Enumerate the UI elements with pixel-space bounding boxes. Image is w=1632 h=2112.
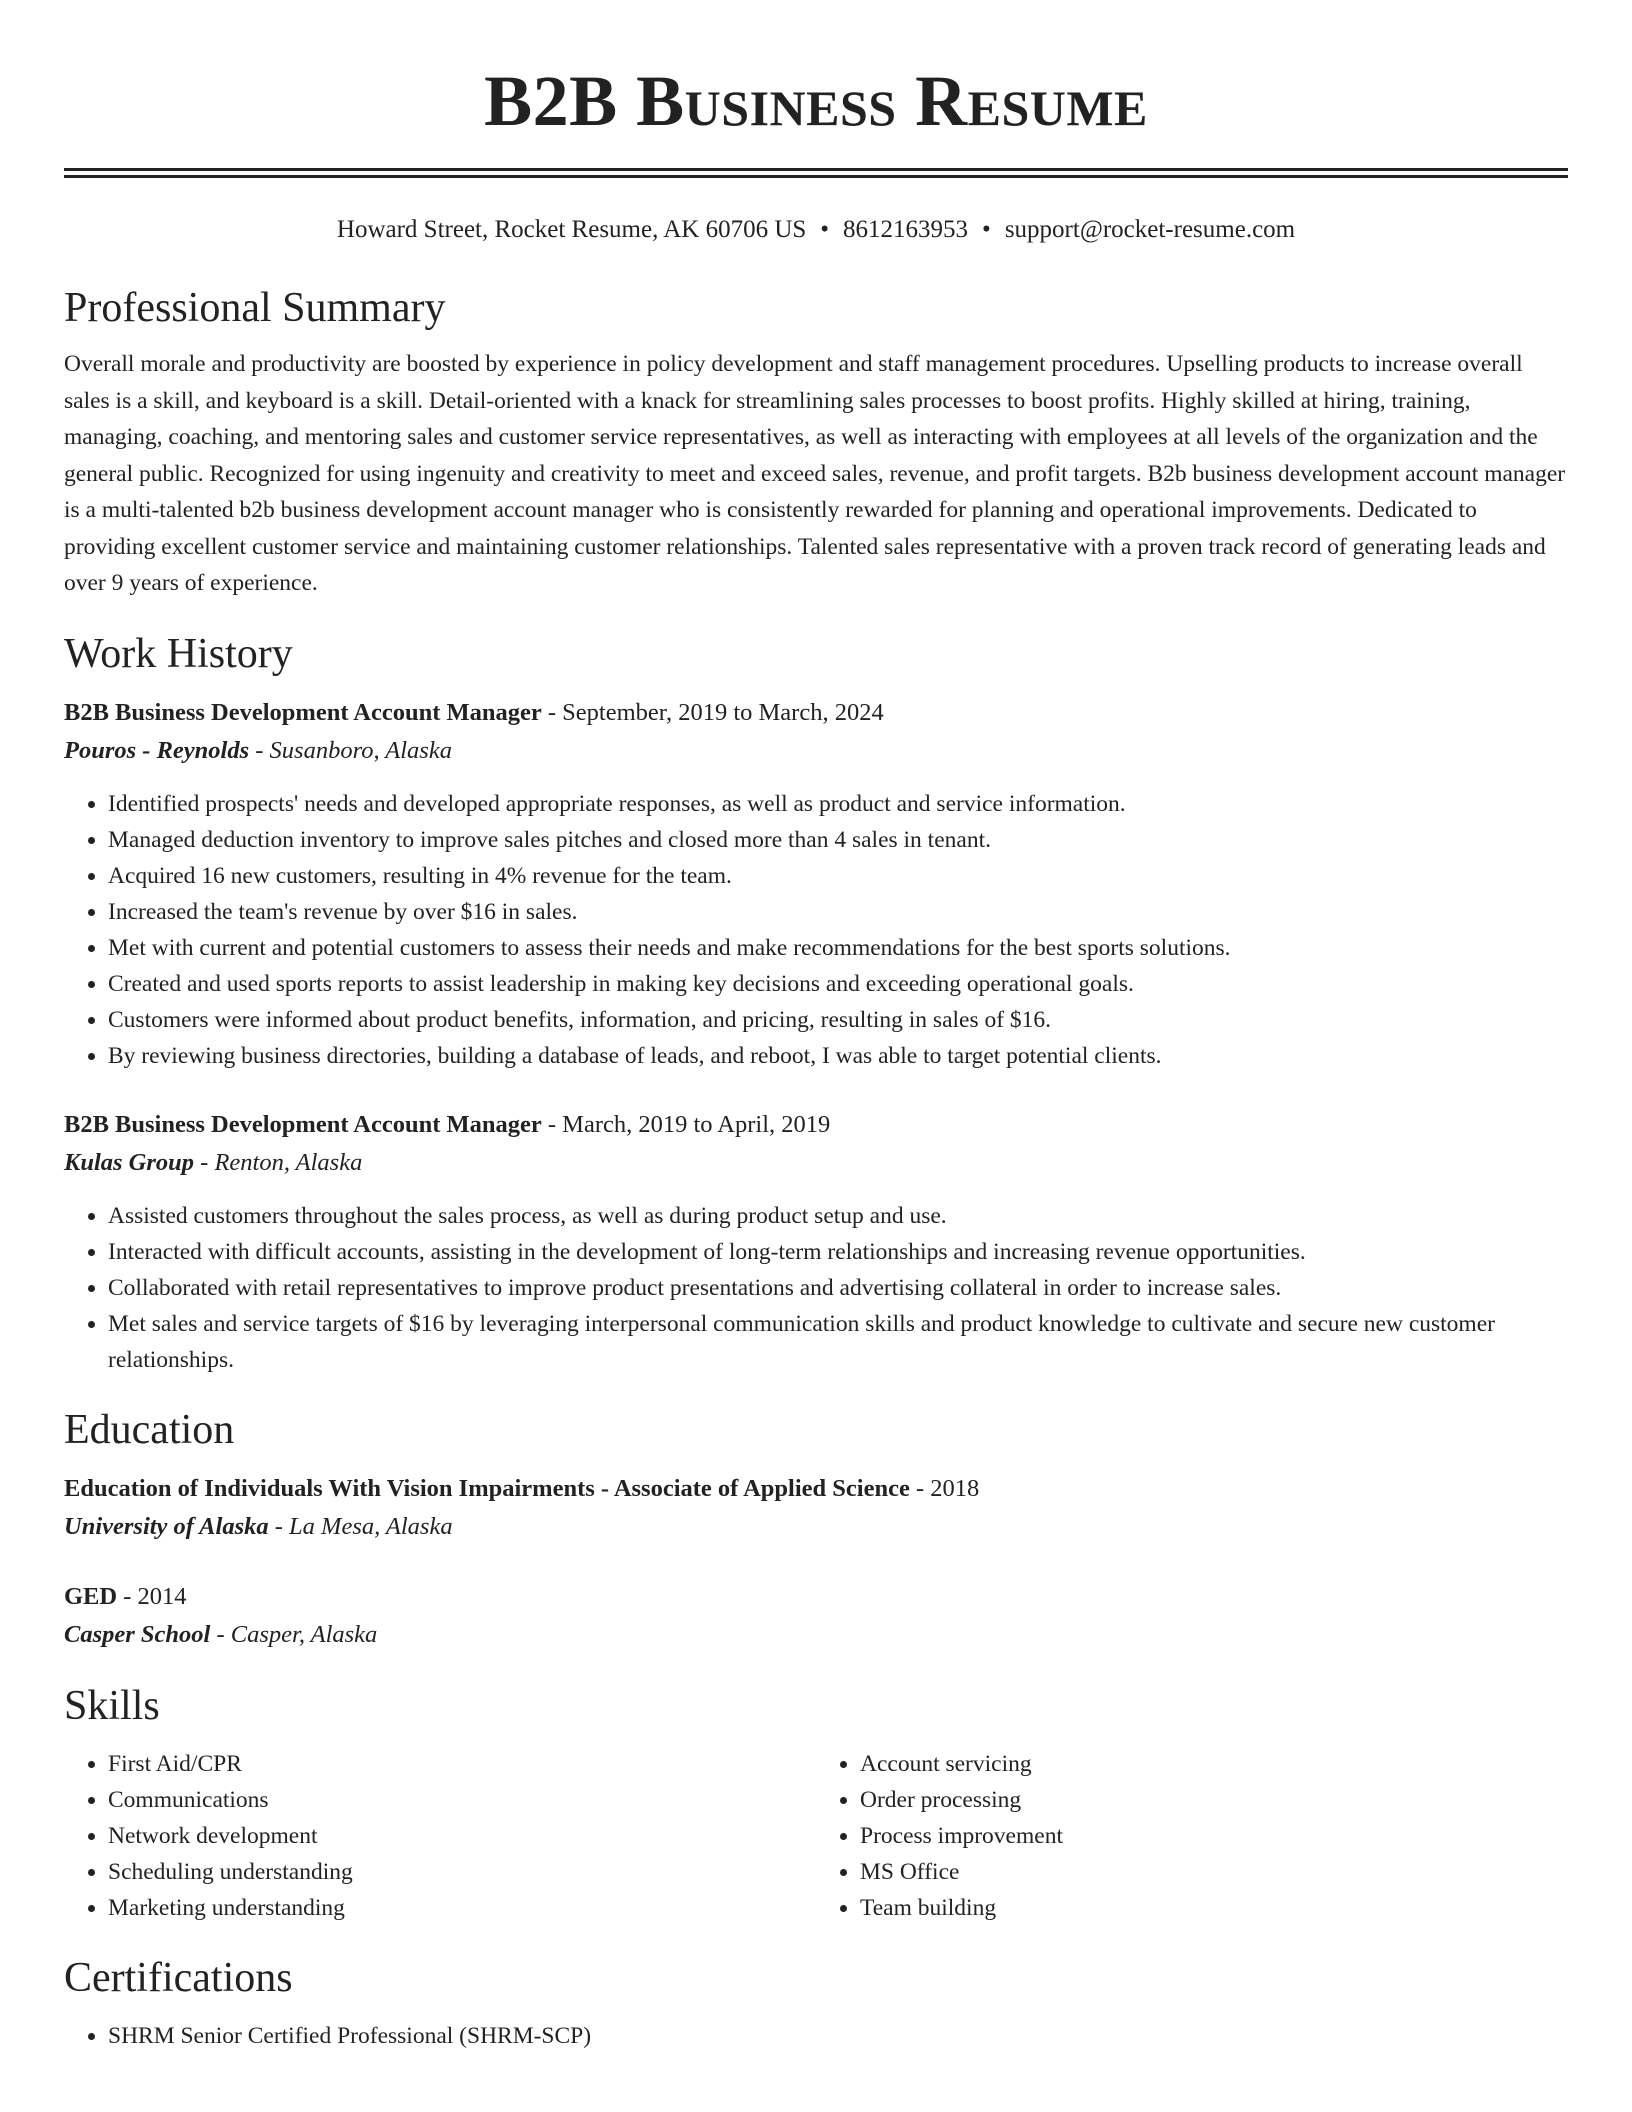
skill-item: • First Aid/CPR xyxy=(108,1746,816,1782)
education-section xyxy=(64,1404,1568,1654)
work-section xyxy=(64,628,1568,1378)
summary-heading: Professional Summary xyxy=(64,285,446,331)
skill-item: • MS Office xyxy=(860,1854,1568,1890)
job-bullets xyxy=(64,786,1568,1074)
job-company-line xyxy=(64,732,1568,770)
title-divider xyxy=(64,168,1568,178)
education-school: Casper School xyxy=(64,1620,211,1648)
skill-item: • Communications xyxy=(108,1782,816,1818)
education-school: University of Alaska xyxy=(64,1512,269,1540)
work-heading: Work History xyxy=(64,630,293,677)
job-dates: - March, 2019 to April, 2019 xyxy=(541,1110,831,1138)
job-bullet: • Created and used sports reports to assist leadership in making key decisions and exceeding operational goals. xyxy=(108,966,1568,1002)
skill-item: • Scheduling understanding xyxy=(108,1854,816,1890)
job-location: - Renton, Alaska xyxy=(194,1148,363,1176)
job-bullet: • Met sales and service targets of $16 by leveraging interpersonal communication skills and product knowledge to cultivate and secure new customer relationships. xyxy=(108,1306,1568,1378)
education-degree: GED xyxy=(64,1582,118,1610)
certifications-list xyxy=(64,2018,1568,2054)
contact-line xyxy=(64,214,1568,246)
job-bullets xyxy=(64,1198,1568,1378)
skill-item: • Account servicing xyxy=(860,1746,1568,1782)
job-bullet: • Increased the team's revenue by over $16 in sales. xyxy=(108,894,1568,930)
summary-section xyxy=(64,282,1568,602)
job-bullet: • Identified prospects' needs and developed appropriate responses, as well as product and service information. xyxy=(108,786,1568,822)
contact-phone: 8612163953 xyxy=(843,216,969,243)
education-entry xyxy=(64,1578,1568,1654)
skills-list-right xyxy=(816,1746,1568,1926)
job-bullet: • Collaborated with retail representatives to improve product presentations and advertising collateral in order to increase sales. xyxy=(108,1270,1568,1306)
job-entry xyxy=(64,1106,1568,1378)
job-bullet: • By reviewing business directories, building a database of leads, and reboot, I was able to target potential clients. xyxy=(108,1038,1568,1074)
job-company: Kulas Group xyxy=(64,1148,195,1176)
job-bullet: • Interacted with difficult accounts, assisting in the development of long-term relationships and increasing revenue opportunities. xyxy=(108,1234,1568,1270)
education-header xyxy=(64,1470,1568,1508)
job-company-line xyxy=(64,1144,1568,1182)
resume-title: B2B Business Resume xyxy=(484,61,1148,141)
job-entry xyxy=(64,694,1568,1074)
skill-item: • Order processing xyxy=(860,1782,1568,1818)
job-bullet: • Managed deduction inventory to improve sales pitches and closed more than 4 sales in tenant. xyxy=(108,822,1568,858)
education-degree: Education of Individuals With Vision Impairments - Associate of Applied Science xyxy=(64,1474,910,1502)
job-title: B2B Business Development Account Manager xyxy=(64,698,542,726)
skills-list-left xyxy=(64,1746,816,1926)
skills-section xyxy=(64,1680,1568,1926)
skill-item: • Marketing understanding xyxy=(108,1890,816,1926)
contact-email: support@rocket-resume.com xyxy=(1004,216,1296,243)
education-location: - La Mesa, Alaska xyxy=(268,1512,453,1540)
job-header xyxy=(64,1106,1568,1144)
job-dates: - September, 2019 to March, 2024 xyxy=(541,698,884,726)
skills-heading: Skills xyxy=(64,1682,160,1729)
job-bullet: • Met with current and potential customers to assess their needs and make recommendations for the best sports solutions. xyxy=(108,930,1568,966)
summary-text: Overall morale and productivity are boosted by experience in policy development and staff management procedures. Upselling products to increase overall sales is a skill, and keyboard is a skill. Detail-oriented with a knack for streamlining sales processes to boost profits. Highly skilled at hiring, training, managing, coaching, and mentoring sales and customer service representatives, as well as interacting with employees at all levels of the organization and the general public. Recognized for using ingenuity and creativity to meet and exceed sales, revenue, and profit targets. B2b business development account manager is a multi-talented b2b business development account manager who is consistently rewarded for planning and operational improvements. Dedicated to providing excellent customer service and maintaining customer relationships. Talented sales representative with a proven track record of generating leads and over 9 years of experience. xyxy=(64,351,1566,596)
job-bullet: • Customers were informed about product benefits, information, and pricing, resulting in sales of $16. xyxy=(108,1002,1568,1038)
contact-address: Howard Street, Rocket Resume, AK 60706 US xyxy=(336,216,807,243)
certification-item: • SHRM Senior Certified Professional (SHRM-SCP) xyxy=(108,2018,1568,2054)
job-title: B2B Business Development Account Manager xyxy=(64,1110,542,1138)
job-bullet: • Acquired 16 new customers, resulting in 4% revenue for the team. xyxy=(108,858,1568,894)
education-heading: Education xyxy=(64,1406,235,1453)
contact-separator: • xyxy=(820,216,830,243)
skill-item: • Network development xyxy=(108,1818,816,1854)
education-school-line xyxy=(64,1508,1568,1546)
job-company: Pouros - Reynolds xyxy=(64,736,250,764)
job-bullet: • Assisted customers throughout the sales process, as well as during product setup and use. xyxy=(108,1198,1568,1234)
contact-separator: • xyxy=(982,216,991,243)
education-school-line xyxy=(64,1616,1568,1654)
skills-columns xyxy=(64,1746,1568,1926)
education-header xyxy=(64,1578,1568,1616)
certifications-heading: Certifications xyxy=(64,1954,293,2001)
skill-item: • Team building xyxy=(860,1890,1568,1926)
job-location: - Susanboro, Alaska xyxy=(249,736,452,764)
education-location: - Casper, Alaska xyxy=(210,1620,378,1648)
certifications-section xyxy=(64,1952,1568,2054)
skill-item: • Process improvement xyxy=(860,1818,1568,1854)
education-year: - 2014 xyxy=(117,1582,187,1610)
education-year: - 2018 xyxy=(909,1474,980,1502)
education-entry xyxy=(64,1470,1568,1546)
job-header xyxy=(64,694,1568,732)
